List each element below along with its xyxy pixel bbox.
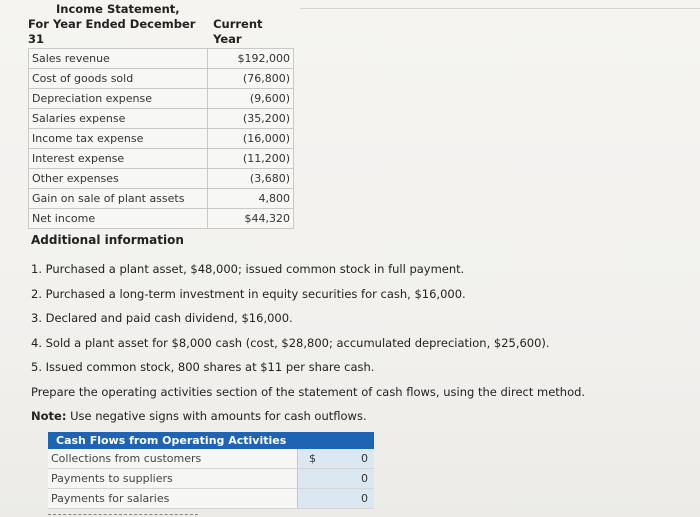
list-item: 5. Issued common stock, 800 shares at $11 per share cash. bbox=[31, 360, 375, 374]
amount-input[interactable] bbox=[297, 469, 374, 488]
amount-value: 0 bbox=[361, 452, 368, 465]
table-row bbox=[48, 449, 374, 469]
table-row bbox=[29, 49, 294, 69]
row-value: $44,320 bbox=[208, 209, 294, 229]
cash-flows-header: Cash Flows from Operating Activities bbox=[48, 432, 374, 449]
additional-info-heading: Additional information bbox=[31, 233, 184, 247]
amount-value: 0 bbox=[361, 492, 368, 505]
row-value: 4,800 bbox=[208, 189, 294, 209]
row-label: Collections from customers bbox=[51, 452, 202, 465]
income-statement-table bbox=[28, 48, 294, 229]
row-label: Cost of goods sold bbox=[29, 69, 208, 89]
row-label: Sales revenue bbox=[29, 49, 208, 69]
list-item: 3. Declared and paid cash dividend, $16,000. bbox=[31, 311, 293, 325]
row-label: Income tax expense bbox=[29, 129, 208, 149]
list-item: 4. Sold a plant asset for $8,000 cash (cost, $28,800; accumulated depreciation, $25,600). bbox=[31, 335, 550, 350]
row-value: (11,200) bbox=[208, 149, 294, 169]
cropped-row bbox=[48, 512, 208, 517]
table-row bbox=[29, 169, 294, 189]
table-row bbox=[29, 89, 294, 109]
row-value: (3,680) bbox=[208, 169, 294, 189]
table-row bbox=[48, 469, 374, 489]
income-statement bbox=[28, 2, 298, 229]
list-item: 2. Purchased a long-term investment in equity securities for cash, $16,000. bbox=[31, 286, 466, 301]
cash-flows-table bbox=[48, 432, 374, 509]
note-text: Use negative signs with amounts for cash outflows. bbox=[66, 409, 367, 423]
row-label: Other expenses bbox=[29, 169, 208, 189]
row-value: (16,000) bbox=[208, 129, 294, 149]
row-value: $192,000 bbox=[208, 49, 294, 69]
table-row bbox=[29, 69, 294, 89]
row-label: Payments for salaries bbox=[51, 492, 170, 505]
list-item: 1. Purchased a plant asset, $48,000; issued common stock in full payment. bbox=[31, 262, 465, 276]
divider bbox=[300, 8, 700, 9]
amount-input[interactable] bbox=[297, 489, 374, 508]
table-row bbox=[29, 109, 294, 129]
row-label: Depreciation expense bbox=[29, 89, 208, 109]
row-label: Salaries expense bbox=[29, 109, 208, 129]
current-year-header: Current Year bbox=[213, 17, 263, 46]
table-row bbox=[48, 489, 374, 509]
income-statement-title: Income Statement, bbox=[56, 2, 180, 16]
amount-input[interactable] bbox=[297, 449, 374, 468]
instructions: Prepare the operating activities section of the statement of cash flows, using the direct method. bbox=[31, 384, 586, 399]
additional-info-list bbox=[31, 257, 671, 429]
currency-symbol: $ bbox=[309, 452, 316, 465]
row-label: Interest expense bbox=[29, 149, 208, 169]
amount-value: 0 bbox=[361, 472, 368, 485]
row-value: (76,800) bbox=[208, 69, 294, 89]
note bbox=[31, 404, 671, 429]
row-label: Payments to suppliers bbox=[51, 472, 173, 485]
table-row bbox=[29, 209, 294, 229]
note-label: Note: bbox=[31, 409, 67, 423]
row-value: (9,600) bbox=[208, 89, 294, 109]
income-statement-header bbox=[28, 2, 298, 47]
table-row bbox=[29, 189, 294, 209]
income-statement-period: For Year Ended December 31 bbox=[28, 17, 196, 46]
row-value: (35,200) bbox=[208, 109, 294, 129]
row-label: Net income bbox=[29, 209, 208, 229]
row-label: Gain on sale of plant assets bbox=[29, 189, 208, 209]
table-row bbox=[29, 149, 294, 169]
table-row bbox=[29, 129, 294, 149]
